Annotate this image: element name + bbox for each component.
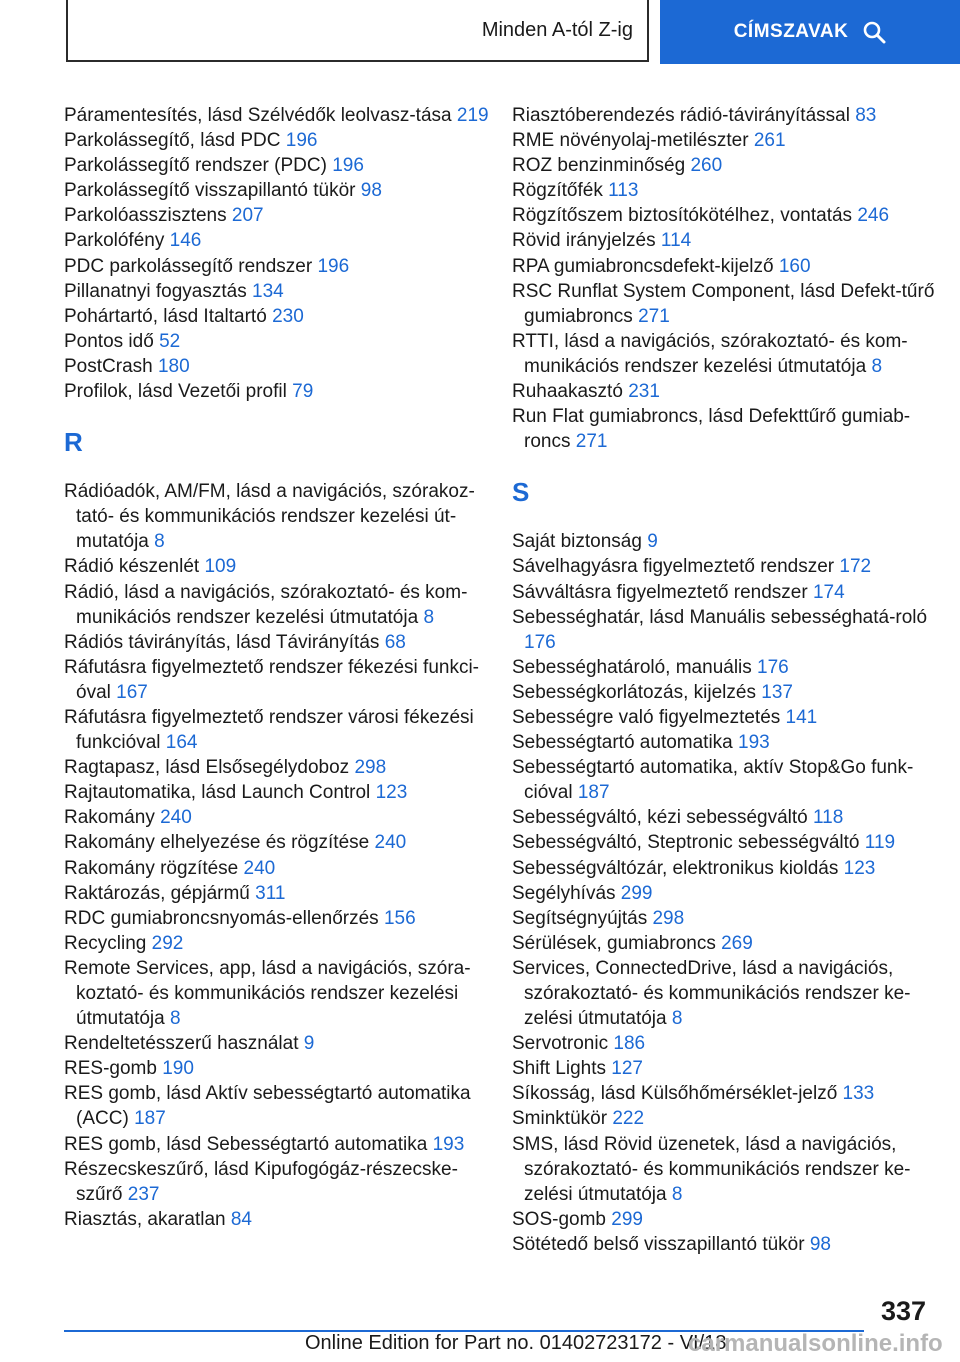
tab-a-to-z[interactable] bbox=[66, 0, 649, 62]
index-entry-text: Pohártartó, lásd Italtartó bbox=[64, 305, 267, 327]
index-entry-text: Sávváltásra figyelmeztető rendszer bbox=[512, 581, 808, 603]
page-link[interactable]: 240 bbox=[243, 857, 276, 879]
index-entry-text: Páramentesítés, lásd Szélvédők leolvasz-tása bbox=[64, 105, 452, 126]
index-entry-text: SMS, lásd Rövid üzenetek, lásd a navigációs, szórakoztató- és kommunikációs rendszer ke-zelési útmutatója bbox=[512, 1133, 911, 1205]
index-entry bbox=[512, 279, 952, 329]
page-link[interactable]: 219 bbox=[456, 105, 489, 126]
page-link[interactable]: 134 bbox=[252, 280, 284, 302]
page-link[interactable]: 68 bbox=[384, 631, 406, 653]
index-entry-text: Segélyhívás bbox=[512, 882, 616, 904]
index-entry-text: RES-gomb bbox=[64, 1058, 157, 1080]
index-entry bbox=[512, 956, 952, 1031]
index-entry bbox=[512, 1106, 952, 1131]
index-entry bbox=[64, 906, 504, 931]
section-letter: R bbox=[64, 427, 83, 458]
index-entry bbox=[64, 329, 504, 354]
index-entry bbox=[512, 254, 952, 279]
page-link[interactable]: 187 bbox=[577, 782, 610, 804]
index-entry-text: Rádió készenlét bbox=[64, 556, 200, 578]
index-entry-text: Parkolóasszisztens bbox=[64, 205, 227, 227]
index-entry-text: Riasztás, akaratlan bbox=[64, 1208, 226, 1230]
page-link[interactable]: 123 bbox=[843, 857, 876, 879]
index-entry-text: Segítségnyújtás bbox=[512, 907, 648, 929]
index-entry bbox=[64, 279, 504, 304]
index-entry-text: Rajtautomatika, lásd Launch Control bbox=[64, 782, 371, 804]
index-entry bbox=[512, 830, 952, 855]
page-link[interactable]: 141 bbox=[785, 706, 818, 728]
index-entry bbox=[64, 780, 504, 805]
index-entry-text: RES gomb, lásd Aktív sebességtartó automatika (ACC) bbox=[64, 1083, 471, 1130]
index-entry bbox=[64, 1132, 504, 1157]
index-entry-text: Rögzítőszem biztosítókötélhez, vontatás bbox=[512, 205, 853, 227]
page-link[interactable]: 298 bbox=[652, 907, 685, 929]
index-entry-text: Parkolássegítő rendszer (PDC) bbox=[64, 155, 327, 177]
index-entry bbox=[64, 304, 504, 329]
index-entry bbox=[64, 254, 504, 279]
watermark-text: carmanualsonline.info bbox=[688, 1330, 943, 1357]
page-link[interactable]: 119 bbox=[864, 832, 896, 854]
index-entry-text: Rakomány rögzítése bbox=[64, 857, 239, 879]
page-link[interactable]: 79 bbox=[292, 381, 314, 403]
page-link[interactable]: 133 bbox=[842, 1083, 875, 1105]
index-entry bbox=[512, 856, 952, 881]
index-entry bbox=[64, 830, 504, 855]
index-entry bbox=[512, 705, 952, 730]
index-entry bbox=[512, 1232, 952, 1257]
index-entry bbox=[512, 178, 952, 203]
index-entry bbox=[512, 580, 952, 605]
page-link[interactable]: 193 bbox=[738, 732, 770, 754]
index-entry-text: Rendeltetésszerű használat bbox=[64, 1033, 299, 1055]
page-link[interactable]: 222 bbox=[612, 1108, 645, 1130]
page-link[interactable]: 240 bbox=[160, 807, 192, 829]
index-entry-text: Rakomány elhelyezése és rögzítése bbox=[64, 832, 370, 854]
page-link[interactable]: 113 bbox=[608, 180, 639, 202]
index-entry-text: Rádiós távirányítás, lásd Távirányítás bbox=[64, 631, 380, 653]
index-entry bbox=[64, 354, 504, 379]
index-entry-text: SOS-gomb bbox=[512, 1208, 606, 1230]
index-entry bbox=[64, 580, 504, 630]
index-entry bbox=[512, 730, 952, 755]
index-entry bbox=[512, 655, 952, 680]
index-entry bbox=[512, 755, 952, 805]
index-entry-text: PostCrash bbox=[64, 355, 153, 377]
page-link[interactable]: 8 bbox=[170, 1008, 181, 1030]
section-letter: S bbox=[512, 477, 530, 508]
index-entry-text: Saját biztonság bbox=[512, 531, 642, 553]
page-link[interactable]: 180 bbox=[157, 355, 190, 377]
page-link[interactable]: 109 bbox=[204, 556, 237, 578]
index-entry bbox=[64, 1157, 504, 1207]
index-entry bbox=[64, 554, 504, 579]
index-entry bbox=[64, 203, 504, 228]
index-entry bbox=[512, 203, 952, 228]
index-entry-text: Sebességtartó automatika bbox=[512, 732, 733, 754]
tab-keywords-label: CÍMSZAVAK bbox=[733, 21, 849, 42]
index-entry bbox=[64, 755, 504, 780]
index-entry bbox=[512, 881, 952, 906]
page-link[interactable]: 299 bbox=[611, 1208, 643, 1230]
index-entry-text: ROZ benzinminőség bbox=[512, 155, 686, 177]
index-entry-text: Riasztóberendezés rádió-távirányítással bbox=[512, 105, 850, 126]
page-link[interactable]: 261 bbox=[753, 130, 786, 152]
page-link[interactable]: 8 bbox=[154, 531, 165, 553]
index-entry bbox=[512, 1031, 952, 1056]
index-entry bbox=[512, 1207, 952, 1232]
page-link[interactable]: 146 bbox=[169, 230, 202, 252]
index-column-left bbox=[64, 103, 504, 1232]
page-link[interactable]: 246 bbox=[857, 205, 890, 227]
index-entry-text: Sebességre való figyelmeztetés bbox=[512, 706, 781, 728]
index-entry-text: Ragtapasz, lásd Elsősegélydoboz bbox=[64, 757, 350, 779]
page-link[interactable]: 271 bbox=[575, 431, 608, 453]
page-link[interactable]: 9 bbox=[647, 531, 658, 553]
page-link[interactable]: 176 bbox=[524, 631, 556, 653]
index-entry-text: Sebességtartó automatika, aktív Stop&Go funk-cióval bbox=[512, 757, 914, 804]
index-entry-text: Rögzítőfék bbox=[512, 180, 603, 202]
index-entry bbox=[512, 153, 952, 178]
page-link[interactable]: 84 bbox=[230, 1208, 252, 1230]
page-link[interactable]: 231 bbox=[628, 381, 660, 403]
index-entry-text: Ráfutásra figyelmeztető rendszer városi fékezési funkcióval bbox=[64, 706, 474, 754]
index-entry-text: RME növényolaj-metilészter bbox=[512, 130, 749, 152]
index-entry bbox=[512, 554, 952, 579]
index-entry-text: Raktározás, gépjármű bbox=[64, 882, 250, 904]
page-link[interactable]: 230 bbox=[272, 305, 304, 327]
page-link[interactable]: 137 bbox=[761, 681, 793, 703]
page-link[interactable]: 123 bbox=[375, 782, 408, 804]
page-link[interactable]: 196 bbox=[332, 155, 364, 177]
index-entry-text: Sötétedő belső visszapillantó tükör bbox=[512, 1233, 805, 1255]
index-entry-text: Síkosság, lásd Külsőhőmérséklet-jelző bbox=[512, 1083, 838, 1105]
page-link[interactable]: 196 bbox=[317, 255, 350, 277]
index-entry-text: Recycling bbox=[64, 932, 147, 954]
page-link[interactable]: 8 bbox=[423, 606, 435, 628]
index-entry-text: Parkolássegítő visszapillantó tükör bbox=[64, 180, 356, 202]
page-number: 337 bbox=[880, 1296, 926, 1326]
page-link[interactable]: 299 bbox=[620, 882, 653, 904]
index-entry bbox=[64, 805, 504, 830]
page-link[interactable]: 207 bbox=[231, 205, 264, 227]
page-link[interactable]: 174 bbox=[812, 581, 845, 603]
index-entry bbox=[512, 1056, 952, 1081]
page-link[interactable]: 190 bbox=[162, 1058, 194, 1080]
page-link[interactable]: 8 bbox=[871, 355, 883, 377]
index-entry bbox=[64, 479, 504, 554]
page-link[interactable]: 8 bbox=[671, 1008, 683, 1030]
search-icon[interactable] bbox=[862, 20, 886, 44]
index-entry bbox=[64, 379, 504, 404]
page-link[interactable]: 98 bbox=[360, 180, 382, 202]
page-link[interactable]: 172 bbox=[839, 556, 872, 578]
index-entry bbox=[64, 931, 504, 956]
page-link[interactable]: 193 bbox=[432, 1133, 465, 1155]
index-entry-text: RTTI, lásd a navigációs, szórakoztató- és kom-munikációs rendszer kezelési útmutatója bbox=[512, 330, 908, 377]
index-entry bbox=[512, 1132, 952, 1207]
index-entry-text: Sebességváltó, kézi sebességváltó bbox=[512, 807, 808, 829]
page-link[interactable]: 237 bbox=[127, 1183, 160, 1205]
index-entry bbox=[64, 956, 504, 1031]
index-entry bbox=[512, 680, 952, 705]
index-entry bbox=[512, 329, 952, 379]
page-link[interactable]: 298 bbox=[354, 757, 387, 779]
index-entry bbox=[512, 404, 952, 454]
index-entry-text: Remote Services, app, lásd a navigációs, szóra-koztató- és kommunikációs rendszer kezelési útmutatója bbox=[64, 957, 471, 1030]
index-entry-text: Pontos idő bbox=[64, 330, 154, 352]
tab-a-to-z-label: Minden A-tól Z-ig bbox=[481, 18, 633, 41]
page-link[interactable]: 196 bbox=[285, 130, 318, 152]
index-entry bbox=[64, 1031, 504, 1056]
page-link[interactable]: 164 bbox=[165, 732, 198, 754]
index-entry-text: Servotronic bbox=[512, 1033, 609, 1055]
index-entry bbox=[512, 228, 952, 253]
index-entry bbox=[64, 856, 504, 881]
index-entry bbox=[512, 931, 952, 956]
index-entry bbox=[64, 153, 504, 178]
index-entry bbox=[64, 103, 504, 128]
index-entry-text: Sávelhagyásra figyelmeztető rendszer bbox=[512, 556, 835, 578]
index-entry bbox=[64, 228, 504, 253]
page-link[interactable]: 292 bbox=[151, 932, 184, 954]
page-link[interactable]: 176 bbox=[757, 656, 789, 678]
index-entry-text: RSC Runflat System Component, lásd Defekt-tűrő gumiabroncs bbox=[512, 280, 935, 327]
index-entry bbox=[64, 655, 504, 705]
index-entry-text: Pillanatnyi fogyasztás bbox=[64, 280, 247, 302]
index-entry-text: Parkolássegítő, lásd PDC bbox=[64, 130, 281, 152]
index-entry bbox=[64, 178, 504, 203]
page-link[interactable]: 8 bbox=[671, 1183, 683, 1205]
page-link[interactable]: 311 bbox=[255, 882, 286, 904]
index-entry bbox=[64, 881, 504, 906]
index-entry-text: Shift Lights bbox=[512, 1058, 606, 1080]
index-entry-text: Rádióadók, AM/FM, lásd a navigációs, szórakoz-tató- és kommunikációs rendszer kezelési út-mutatója bbox=[64, 481, 475, 553]
index-entry-text: Sebességkorlátozás, kijelzés bbox=[512, 681, 756, 703]
index-entry bbox=[64, 1207, 504, 1232]
index-entry-text: Rakomány bbox=[64, 807, 155, 829]
index-entry-text: Parkolófény bbox=[64, 230, 165, 252]
index-entry-text: Sebességváltó, Steptronic sebességváltó bbox=[512, 832, 860, 854]
page-link[interactable]: 156 bbox=[383, 907, 416, 929]
tab-keywords[interactable] bbox=[660, 0, 960, 64]
page-link[interactable]: 187 bbox=[134, 1108, 166, 1130]
page-link[interactable]: 240 bbox=[374, 832, 407, 854]
index-entry-text: Ruhaakasztó bbox=[512, 381, 623, 403]
index-entry bbox=[512, 805, 952, 830]
page-link[interactable]: 269 bbox=[721, 932, 753, 954]
page-link[interactable]: 167 bbox=[116, 681, 148, 703]
page-link[interactable]: 186 bbox=[613, 1033, 646, 1055]
edition-footer: Online Edition for Part no. 01402723172 - VI/18 bbox=[305, 1332, 727, 1354]
index-entry bbox=[64, 1056, 504, 1081]
index-entry-text: Sminktükör bbox=[512, 1108, 608, 1130]
index-entry-text: Sebességhatároló, manuális bbox=[512, 656, 752, 678]
index-entry-text: Ráfutásra figyelmeztető rendszer fékezési funkci-óval bbox=[64, 656, 480, 703]
index-entry-text: Részecskeszűrő, lásd Kipufogógáz-részecske-szűrő bbox=[64, 1158, 458, 1205]
index-entry bbox=[64, 630, 504, 655]
page-link[interactable]: 52 bbox=[159, 330, 181, 352]
index-entry-text: Rövid irányjelzés bbox=[512, 230, 656, 252]
page-link[interactable]: 160 bbox=[778, 255, 811, 277]
index-entry-text: Rádió, lásd a navigációs, szórakoztató- és kom-munikációs rendszer kezelési útmutatója bbox=[64, 581, 468, 628]
index-entry bbox=[512, 379, 952, 404]
index-entry bbox=[512, 1081, 952, 1106]
index-entry bbox=[512, 103, 952, 128]
index-entry bbox=[512, 906, 952, 931]
index-entry bbox=[64, 128, 504, 153]
page-link[interactable]: 83 bbox=[855, 105, 877, 126]
page-link[interactable]: 271 bbox=[638, 305, 670, 327]
page-link[interactable]: 127 bbox=[611, 1058, 643, 1080]
page-link[interactable]: 9 bbox=[303, 1033, 315, 1055]
index-entry bbox=[64, 1081, 504, 1131]
page-link[interactable]: 114 bbox=[660, 230, 692, 252]
index-entry-text: Sebességváltózár, elektronikus kioldás bbox=[512, 857, 839, 879]
index-column-right bbox=[512, 103, 952, 1257]
index-entry-text: Profilok, lásd Vezetői profil bbox=[64, 381, 287, 403]
index-entry-text: Run Flat gumiabroncs, lásd Defekttűrő gumiab-roncs bbox=[512, 406, 911, 453]
index-entry-text: RDC gumiabroncsnyomás-ellenőrzés bbox=[64, 907, 379, 929]
index-entry-text: Sérülések, gumiabroncs bbox=[512, 932, 716, 954]
page-link[interactable]: 260 bbox=[690, 155, 723, 177]
index-entry bbox=[64, 705, 504, 755]
index-entry-text: Sebességhatár, lásd Manuális sebességhatá-roló bbox=[512, 606, 928, 628]
index-entry-text: RES gomb, lásd Sebességtartó automatika bbox=[64, 1133, 428, 1155]
page-link[interactable]: 98 bbox=[809, 1233, 831, 1255]
index-entry bbox=[512, 529, 952, 554]
page-link[interactable]: 118 bbox=[813, 807, 844, 829]
index-entry bbox=[512, 128, 952, 153]
index-entry-text: RPA gumiabroncsdefekt-kijelző bbox=[512, 255, 774, 277]
index-entry-text: PDC parkolássegítő rendszer bbox=[64, 255, 313, 277]
page-header bbox=[0, 0, 960, 66]
index-entry bbox=[512, 605, 952, 655]
index-entry-text: Services, ConnectedDrive, lásd a navigációs, szórakoztató- és kommunikációs rendszer ke-zelési útmutatója bbox=[512, 957, 911, 1030]
